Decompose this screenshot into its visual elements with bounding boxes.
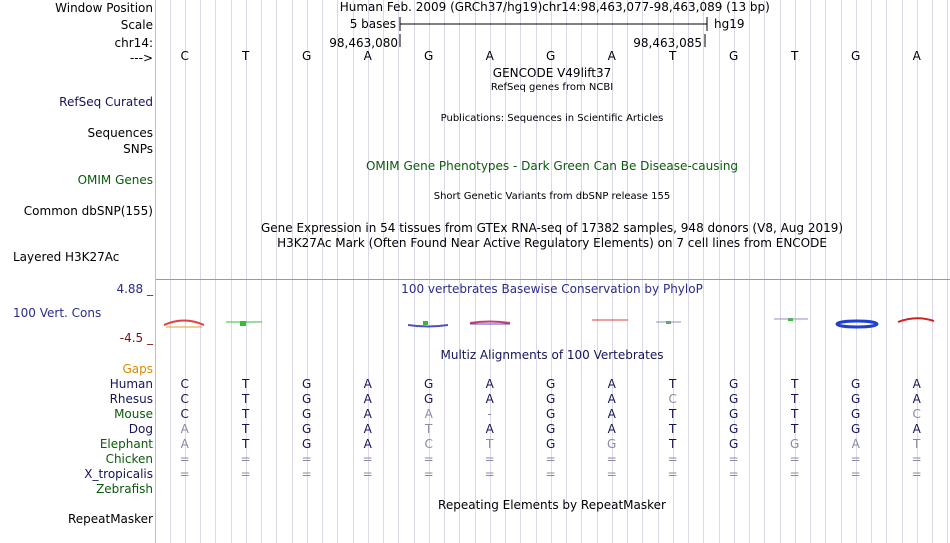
alignment-base: G	[302, 407, 312, 421]
alignment-base: A	[180, 422, 189, 436]
cons-min-value: -4.5 _	[119, 331, 153, 345]
conservation-track-title[interactable]: 100 vertebrates Basewise Conservation by PhyloP	[401, 282, 703, 296]
alignment-base: =	[179, 452, 190, 466]
alignment-base: T	[242, 422, 250, 436]
alignment-base: T	[791, 392, 799, 406]
track-labels-panel	[0, 0, 155, 543]
position-left: 98,463,080	[329, 36, 398, 50]
species-label[interactable]: Mouse	[114, 407, 153, 421]
alignment-base: A	[912, 422, 921, 436]
alignment-base: G	[302, 392, 312, 406]
alignment-base: G	[790, 437, 800, 451]
alignment-base: A	[912, 377, 921, 391]
alignment-base: C	[180, 377, 189, 391]
alignment-base: =	[789, 452, 800, 466]
alignment-base: T	[791, 377, 799, 391]
strand-label[interactable]: --->	[129, 51, 153, 65]
alignment-base: =	[423, 467, 434, 481]
alignment-base: A	[180, 437, 189, 451]
base-letter: G	[729, 49, 739, 63]
position-right: 98,463,085	[633, 36, 702, 50]
gencode-track-title[interactable]: GENCODE V49lift37	[492, 66, 612, 80]
alignment-base: A	[607, 407, 616, 421]
sequences-track-label[interactable]: Sequences	[87, 126, 153, 140]
base-letter: A	[607, 49, 616, 63]
species-label[interactable]: Chicken	[105, 452, 153, 466]
base-letter: T	[669, 49, 677, 63]
chrom-label: chr14:	[114, 36, 153, 50]
alignment-base: T	[913, 437, 921, 451]
alignment-base: =	[728, 467, 739, 481]
alignment-base: T	[669, 407, 677, 421]
alignment-base: G	[546, 422, 556, 436]
alignment-base: A	[607, 377, 616, 391]
alignment-base: G	[607, 437, 617, 451]
alignment-base: =	[667, 452, 678, 466]
base-letter: T	[242, 49, 250, 63]
species-label[interactable]: Zebrafish	[96, 482, 153, 496]
alignment-base: T	[791, 407, 799, 421]
alignment-base: A	[363, 437, 372, 451]
species-label[interactable]: X_tropicalis	[84, 467, 153, 481]
base-letter: A	[485, 49, 494, 63]
publications-track-title[interactable]: Publications: Sequences in Scientific Articles	[440, 113, 664, 124]
base-letter: G	[546, 49, 556, 63]
alignment-base: C	[180, 407, 189, 421]
alignment-base: =	[911, 467, 922, 481]
alignment-base: =	[667, 467, 678, 481]
species-label[interactable]: Dog	[128, 422, 153, 436]
alignment-base: =	[484, 467, 495, 481]
alignment-base: G	[851, 377, 861, 391]
cons-mark-8	[837, 321, 877, 327]
range-text: chr14:98,463,077-98,463,089 (13 bp)	[542, 0, 770, 14]
cons-mark-4	[470, 322, 510, 324]
alignment-base: T	[486, 437, 494, 451]
alignment-base: T	[669, 422, 677, 436]
alignment-base: A	[363, 392, 372, 406]
alignment-base: G	[729, 377, 739, 391]
gaps-track-label[interactable]: Gaps	[122, 362, 153, 376]
alignment-base: =	[240, 467, 251, 481]
gtex-track-title[interactable]: Gene Expression in 54 tissues from GTEx RNA-seq of 17382 samples, 948 donors (V8, Aug 2019)	[260, 221, 844, 235]
alignment-base: =	[606, 467, 617, 481]
alignment-base: G	[729, 437, 739, 451]
refseq-track-subtitle: RefSeq genes from NCBI	[490, 82, 614, 93]
alignment-base: G	[546, 377, 556, 391]
base-letter: G	[851, 49, 861, 63]
species-label[interactable]: Rhesus	[109, 392, 153, 406]
alignment-base: G	[729, 407, 739, 421]
alignment-base: T	[242, 392, 250, 406]
alignment-base: G	[851, 407, 861, 421]
alignment-base: A	[485, 422, 494, 436]
h3k27ac-track-label[interactable]: Layered H3K27Ac	[13, 250, 120, 264]
alignment-base: =	[789, 467, 800, 481]
alignment-base: =	[850, 452, 861, 466]
alignment-base: A	[363, 377, 372, 391]
repeatmasker-track-label[interactable]: RepeatMasker	[67, 512, 153, 526]
base-letter: T	[791, 49, 799, 63]
refseq-track-label[interactable]: RefSeq Curated	[59, 95, 153, 109]
alignment-base: -	[487, 407, 492, 421]
alignment-base: A	[363, 422, 372, 436]
omim-track-title[interactable]: OMIM Gene Phenotypes - Dark Green Can Be Disease-causing	[365, 159, 739, 173]
cons-mark-1	[164, 321, 204, 326]
alignment-base: A	[485, 392, 494, 406]
alignment-base: =	[545, 467, 556, 481]
window-position-label: Window Position	[55, 1, 153, 15]
dbsnp-track-label[interactable]: Common dbSNP(155)	[23, 204, 153, 218]
alignment-base: G	[729, 392, 739, 406]
dbsnp-track-title[interactable]: Short Genetic Variants from dbSNP release 155	[433, 191, 671, 202]
alignment-base: T	[242, 437, 250, 451]
alignment-base: =	[850, 467, 861, 481]
alignment-base: C	[668, 392, 677, 406]
base-letter: G	[302, 49, 312, 63]
alignment-base: G	[851, 392, 861, 406]
cons-max-value: 4.88 _	[116, 282, 153, 296]
alignment-base: =	[728, 452, 739, 466]
cons-mark-3	[408, 325, 448, 327]
alignment-base: A	[607, 392, 616, 406]
base-letter: A	[363, 49, 372, 63]
base-letter: G	[424, 49, 434, 63]
alignment-base: G	[546, 392, 556, 406]
alignment-base: =	[606, 452, 617, 466]
alignment-base: C	[424, 437, 433, 451]
cons-mark-3-dot	[423, 321, 428, 325]
scale-label: Scale	[120, 18, 153, 32]
alignment-base: A	[363, 407, 372, 421]
track-image[interactable]	[156, 0, 950, 543]
repeatmasker-track-title[interactable]: Repeating Elements by RepeatMasker	[438, 498, 666, 512]
alignment-base: T	[242, 377, 250, 391]
alignment-base: =	[179, 467, 190, 481]
alignment-base: G	[546, 407, 556, 421]
alignment-base: =	[301, 467, 312, 481]
alignment-base: G	[424, 392, 434, 406]
snps-track-label[interactable]: SNPs	[123, 142, 153, 156]
alignment-base: G	[302, 437, 312, 451]
alignment-base: =	[240, 452, 251, 466]
alignment-base: =	[545, 452, 556, 466]
alignment-base: G	[729, 422, 739, 436]
alignment-base: T	[669, 377, 677, 391]
alignment-base: G	[851, 422, 861, 436]
alignment-base: T	[425, 422, 433, 436]
alignment-base: G	[302, 377, 312, 391]
alignment-base: A	[912, 392, 921, 406]
alignment-base: =	[301, 452, 312, 466]
alignment-base: A	[485, 377, 494, 391]
alignment-base: T	[242, 407, 250, 421]
alignment-base: =	[911, 452, 922, 466]
alignment-base: =	[362, 467, 373, 481]
alignment-base: A	[424, 407, 433, 421]
alignment-base: T	[791, 422, 799, 436]
base-letter: A	[912, 49, 921, 63]
conservation-separator	[156, 279, 950, 280]
alignment-base: A	[851, 437, 860, 451]
omim-track-label[interactable]: OMIM Genes	[77, 173, 153, 187]
assembly-text: Human Feb. 2009 (GRCh37/hg19)	[339, 0, 543, 14]
alignment-base: =	[423, 452, 434, 466]
alignment-base: T	[669, 437, 677, 451]
scale-text: 5 bases	[349, 17, 396, 31]
alignment-base: G	[546, 437, 556, 451]
cons-track-label[interactable]: 100 Vert. Cons	[13, 306, 102, 320]
alignment-base: A	[607, 422, 616, 436]
alignment-base: C	[180, 392, 189, 406]
species-label[interactable]: Elephant	[99, 437, 153, 451]
alignment-base: =	[484, 452, 495, 466]
alignment-base: G	[302, 422, 312, 436]
alignment-base: =	[362, 452, 373, 466]
alignment-base: G	[424, 377, 434, 391]
species-label[interactable]: Human	[109, 377, 153, 391]
scale-db: hg19	[714, 17, 745, 31]
alignment-base: C	[912, 407, 921, 421]
base-letter: C	[180, 49, 189, 63]
cons-mark-9	[898, 318, 934, 322]
h3k27ac-track-title[interactable]: H3K27Ac Mark (Often Found Near Active Regulatory Elements) on 7 cell lines from ENCODE	[277, 236, 827, 250]
multiz-track-title[interactable]: Multiz Alignments of 100 Vertebrates	[440, 348, 664, 362]
